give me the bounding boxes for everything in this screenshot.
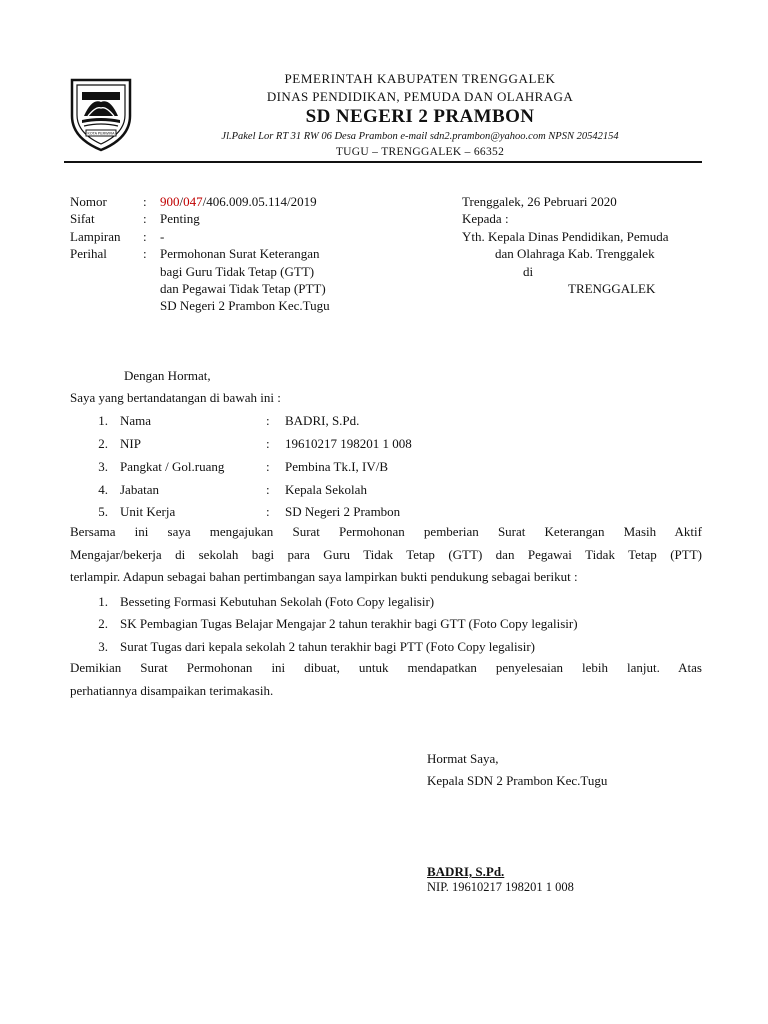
attachment-item: Besseting Formasi Kebutuhan Sekolah (Foto Copy legalisir) xyxy=(120,594,435,609)
regency-logo xyxy=(66,72,136,152)
letterhead-rule-thick xyxy=(64,161,702,163)
closing-paragraph xyxy=(70,657,702,702)
identity-value: SD Negeri 2 Prambon xyxy=(285,504,401,519)
attachment-number: 2. xyxy=(98,616,108,631)
identity-label: Unit Kerja xyxy=(120,504,176,519)
lampiran-colon: : xyxy=(143,229,147,244)
recipient-line: Yth. Kepala Dinas Pendidikan, Pemuda xyxy=(462,229,669,244)
identity-number: 2. xyxy=(98,436,108,451)
paragraph-line: Demikian Surat Permohonan ini dibuat, untuk mendapatkan penyelesaian lebih lanjut. Atas xyxy=(70,660,702,675)
identity-colon: : xyxy=(266,436,270,451)
lampiran-value: - xyxy=(160,229,165,244)
nomor-label: Nomor xyxy=(70,194,107,209)
letter-date: Trenggalek, 26 Pebruari 2020 xyxy=(462,194,617,209)
perihal-line: bagi Guru Tidak Tetap (GTT) xyxy=(160,264,315,279)
paragraph-line: terlampir. Adapun sebagai bahan pertimbangan saya lampirkan bukti pendukung sebagai berikut : xyxy=(70,569,578,585)
nomor-value: 900/047/406.009.05.114/2019 xyxy=(160,194,317,209)
signer-nip: NIP. 19610217 198201 1 008 xyxy=(427,880,574,894)
identity-colon: : xyxy=(266,459,270,474)
svg-text:KOTA PERWIRA: KOTA PERWIRA xyxy=(87,131,115,136)
request-paragraph xyxy=(70,521,702,589)
identity-colon: : xyxy=(266,504,270,519)
identity-number: 4. xyxy=(98,482,108,497)
identity-value: 19610217 198201 1 008 xyxy=(285,436,412,451)
nomor-colon: : xyxy=(143,194,147,209)
signer-name: BADRI, S.Pd. xyxy=(427,864,505,879)
identity-value: BADRI, S.Pd. xyxy=(285,413,360,428)
kepada-label: Kepada : xyxy=(462,211,509,226)
sifat-label: Sifat xyxy=(70,211,95,226)
attachment-item: Surat Tugas dari kepala sekolah 2 tahun terakhir bagi PTT (Foto Copy legalisir) xyxy=(120,639,535,654)
paragraph-line: perhatiannya disampaikan terimakasih. xyxy=(70,682,274,698)
perihal-line: SD Negeri 2 Prambon Kec.Tugu xyxy=(160,298,330,313)
recipient-di: di xyxy=(523,264,534,279)
signer-position: Kepala SDN 2 Prambon Kec.Tugu xyxy=(427,773,608,788)
recipient-place: TRENGGALEK xyxy=(568,281,656,296)
closing-salutation: Hormat Saya, xyxy=(427,751,499,766)
sifat-colon: : xyxy=(143,211,147,226)
letterhead-government: PEMERINTAH KABUPATEN TRENGGALEK xyxy=(284,71,556,86)
lampiran-label: Lampiran xyxy=(70,229,121,244)
perihal-line: dan Pegawai Tidak Tetap (PTT) xyxy=(160,281,326,296)
sifat-value: Penting xyxy=(160,211,200,226)
paragraph-line: Bersama ini saya mengajukan Surat Permohonan pemberian Surat Keterangan Masih Aktif xyxy=(70,524,702,539)
letterhead-department: DINAS PENDIDIKAN, PEMUDA DAN OLAHRAGA xyxy=(266,89,574,104)
recipient-line: dan Olahraga Kab. Trenggalek xyxy=(495,246,655,261)
identity-number: 3. xyxy=(98,459,108,474)
perihal-label: Perihal xyxy=(70,246,107,261)
letterhead-school-name: SD NEGERI 2 PRAMBON xyxy=(305,106,535,127)
identity-colon: : xyxy=(266,413,270,428)
identity-label: Jabatan xyxy=(120,482,159,497)
identity-colon: : xyxy=(266,482,270,497)
perihal-colon: : xyxy=(143,246,147,261)
letterhead-address: Jl.Pakel Lor RT 31 RW 06 Desa Prambon e-mail sdn2.prambon@yahoo.com NPSN 20542154 xyxy=(221,131,619,142)
identity-label: NIP xyxy=(120,436,141,451)
greeting: Dengan Hormat, xyxy=(124,368,211,383)
perihal-line: Permohonan Surat Keterangan xyxy=(160,246,320,261)
letterhead-city: TUGU – TRENGGALEK – 66352 xyxy=(335,146,505,158)
identity-label: Nama xyxy=(120,413,152,428)
identity-value: Pembina Tk.I, IV/B xyxy=(285,459,389,474)
attachment-number: 3. xyxy=(98,639,108,654)
attachment-item: SK Pembagian Tugas Belajar Mengajar 2 tahun terakhir bagi GTT (Foto Copy legalisir) xyxy=(120,616,578,631)
identity-label: Pangkat / Gol.ruang xyxy=(120,459,225,474)
intro-line: Saya yang bertandatangan di bawah ini : xyxy=(70,390,281,405)
paragraph-line: Mengajar/bekerja di sekolah bagi para Guru Tidak Tetap (GTT) dan Pegawai Tidak Tetap (PTT) xyxy=(70,546,702,562)
identity-number: 1. xyxy=(98,413,108,428)
identity-value: Kepala Sekolah xyxy=(285,482,367,497)
attachment-number: 1. xyxy=(98,594,108,609)
identity-number: 5. xyxy=(98,504,108,519)
